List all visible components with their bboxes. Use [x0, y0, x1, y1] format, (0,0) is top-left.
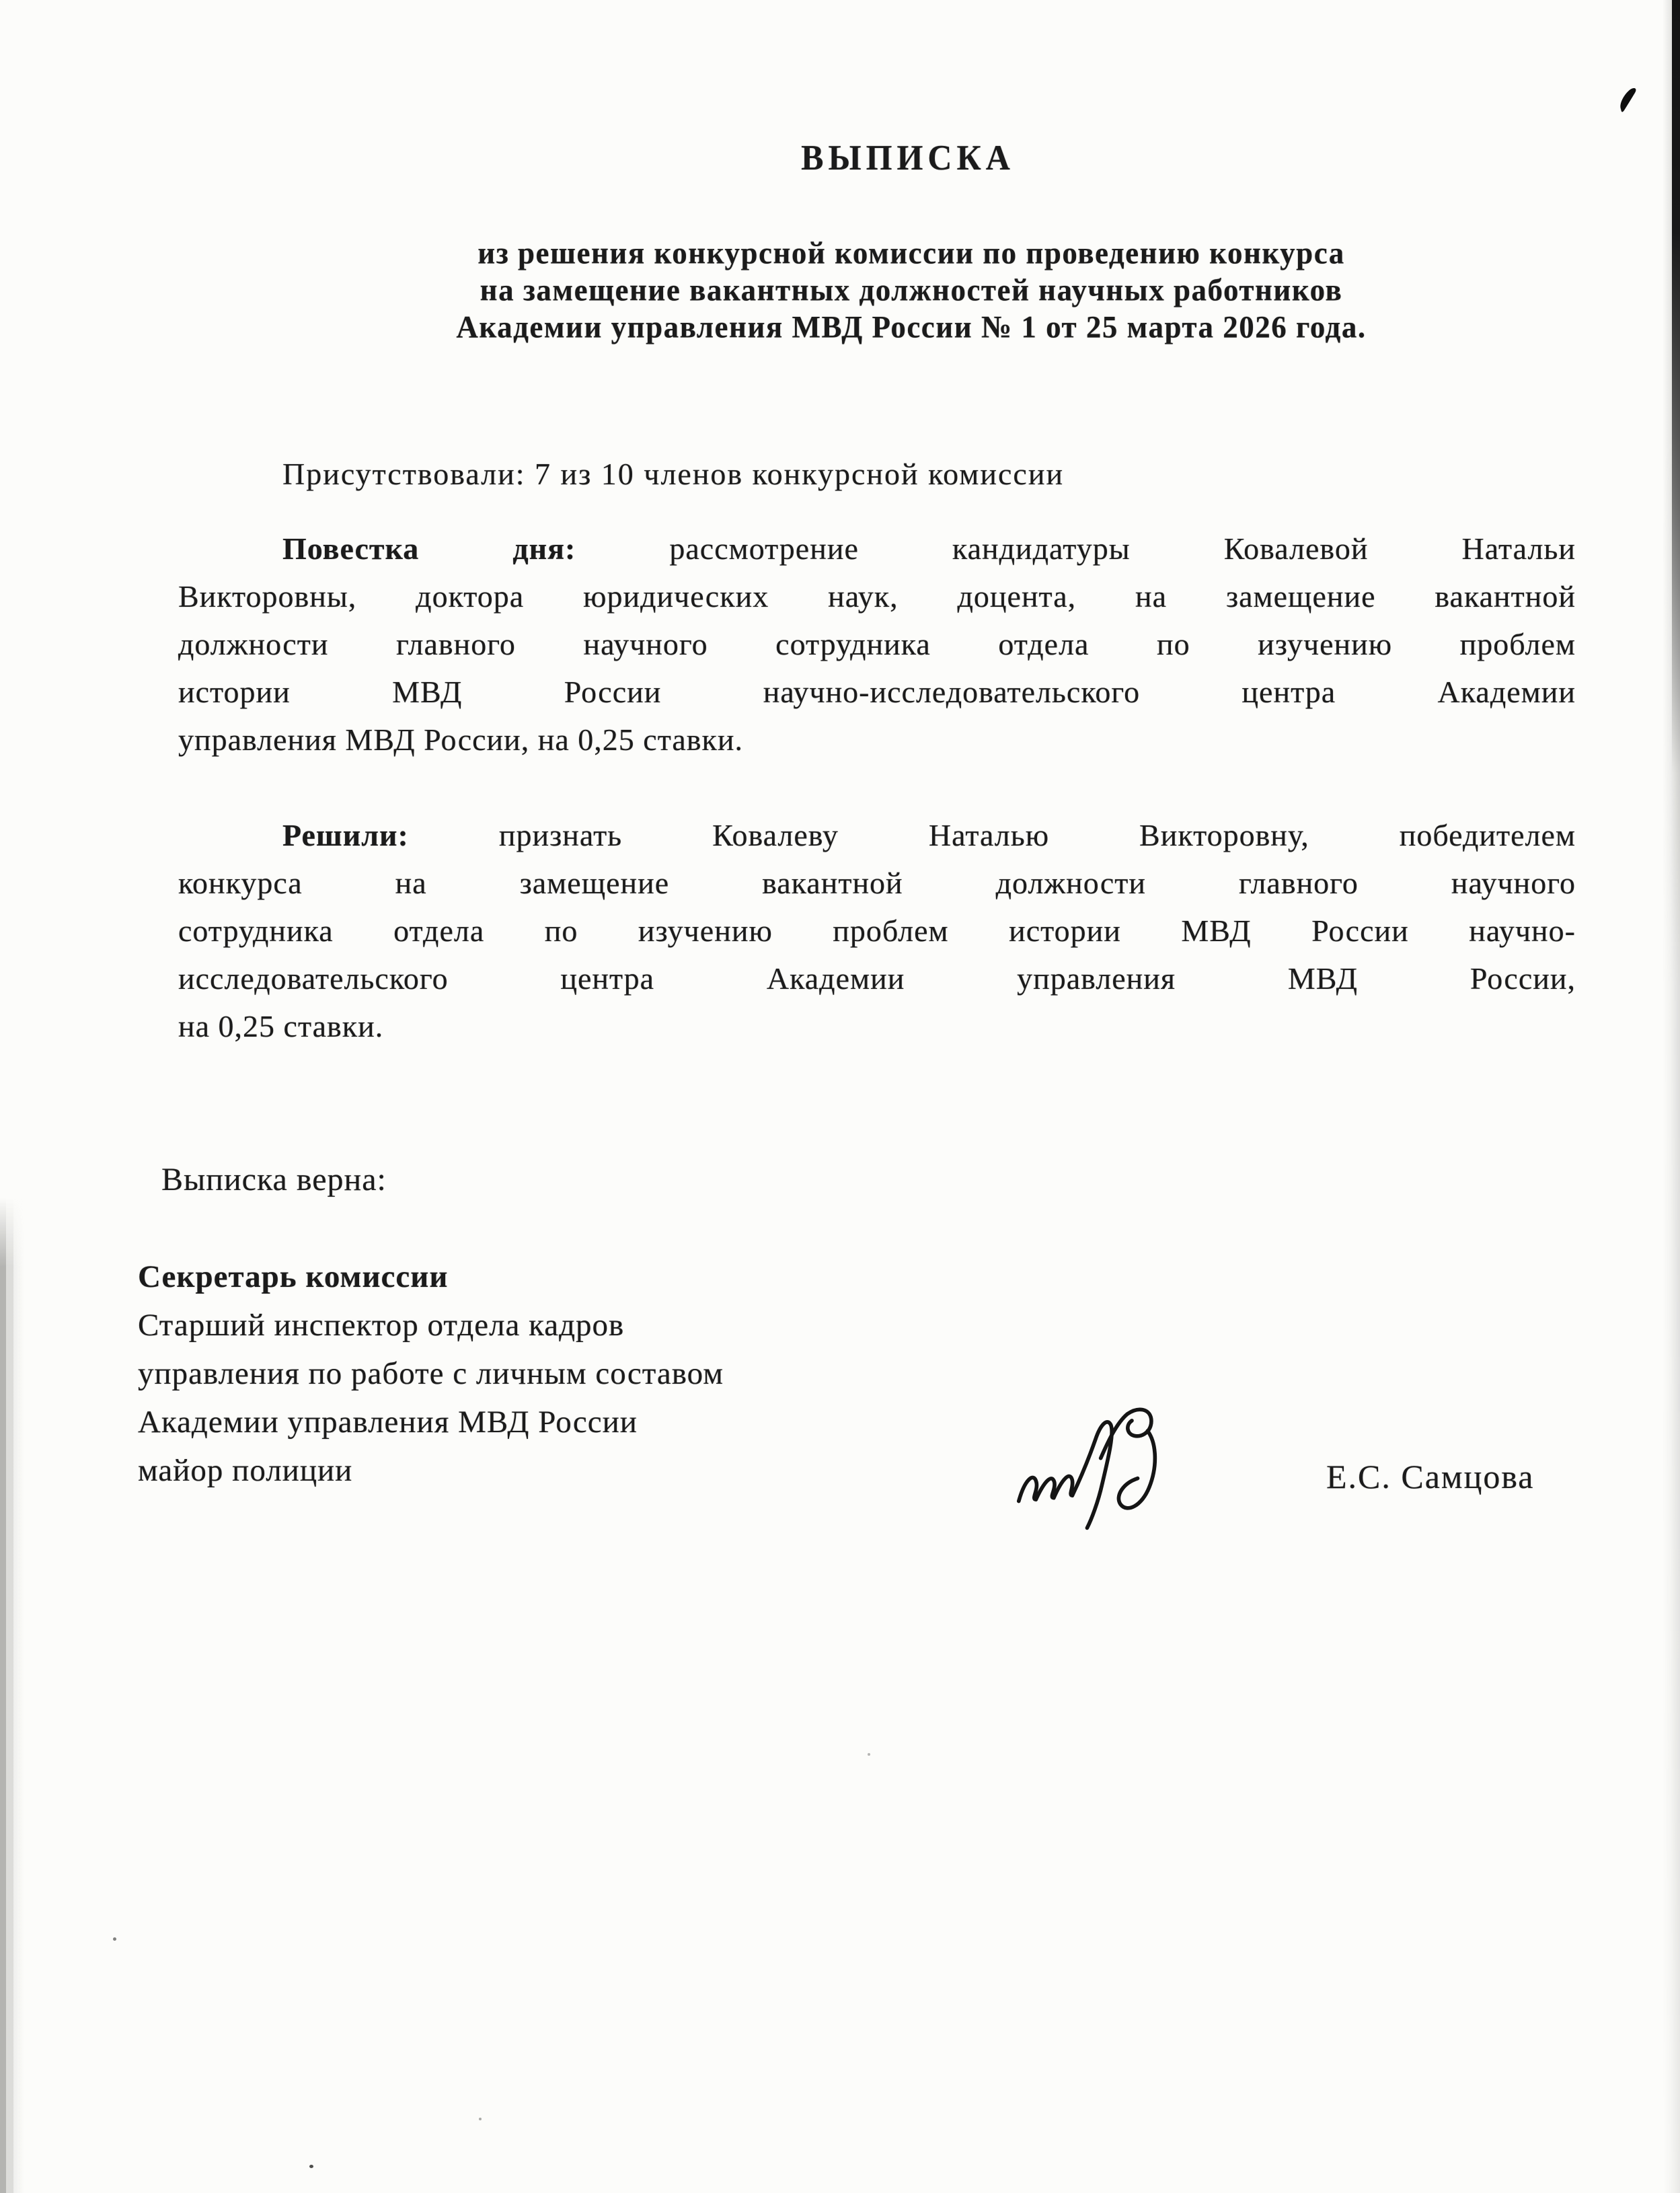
signer-role-line: майор полиции: [138, 1453, 353, 1488]
scan-speck: [868, 1753, 870, 1756]
agenda-line: должности главного научного сотрудника отдела по изучению проблем: [178, 627, 1576, 661]
certification-line: Выписка верна:: [161, 1162, 387, 1197]
handwritten-signature-icon: [1002, 1397, 1217, 1546]
signer-role-line: Старший инспектор отдела кадров: [138, 1308, 625, 1343]
subtitle-line: из решения конкурсной комиссии по проведению конкурса: [478, 235, 1345, 270]
agenda-text: рассмотрение кандидатуры Ковалевой Натальи: [669, 531, 1576, 566]
agenda-line: [178, 525, 1576, 572]
agenda-line: истории МВД России научно-исследовательского центра Академии: [178, 675, 1576, 709]
resolution-label: Решили:: [282, 818, 409, 852]
scan-speck: [113, 1937, 116, 1941]
resolution-paragraph: [178, 811, 1576, 1050]
attendance-line: Присутствовали: 7 из 10 членов конкурсной комиссии: [282, 457, 1065, 491]
scan-speck: [479, 2118, 482, 2120]
agenda-label: Повестка дня:: [282, 531, 576, 566]
signer-name: Е.С. Самцова: [1326, 1458, 1535, 1495]
scan-edge-right-shadow: [1672, 0, 1680, 774]
signer-role-line: Академии управления МВД России: [138, 1405, 638, 1440]
agenda-line: Викторовны, доктора юридических наук, доцента, на замещение вакантной: [178, 579, 1576, 614]
scan-speck: [309, 2165, 313, 2168]
resolution-line: конкурса на замещение вакантной должности главного научного: [178, 866, 1576, 900]
pen-ink-stroke-icon: [1615, 86, 1642, 114]
document-subtitle: [138, 235, 1680, 346]
document-title: ВЫПИСКА: [801, 137, 1015, 178]
scan-edge-left: [0, 1197, 24, 2193]
resolution-line: на 0,25 ставки.: [178, 1009, 384, 1043]
resolution-line: сотрудника отдела по изучению проблем истории МВД России научно-: [178, 914, 1576, 948]
subtitle-line: Академии управления МВД России № 1 от 25 марта 2026 года.: [456, 309, 1367, 345]
signer-role-line: управления по работе с личным составом: [138, 1356, 724, 1391]
resolution-line: [178, 811, 1576, 859]
resolution-text: признать Ковалеву Наталью Викторовну, победителем: [498, 818, 1576, 852]
agenda-paragraph: [178, 525, 1576, 764]
signature-block: [138, 1253, 724, 1495]
agenda-line: управления МВД России, на 0,25 ставки.: [178, 722, 743, 757]
resolution-line: исследовательского центра Академии управления МВД России,: [178, 961, 1576, 996]
subtitle-line: на замещение вакантных должностей научных работников: [480, 272, 1343, 307]
signer-role-title: Секретарь комиссии: [138, 1259, 449, 1294]
